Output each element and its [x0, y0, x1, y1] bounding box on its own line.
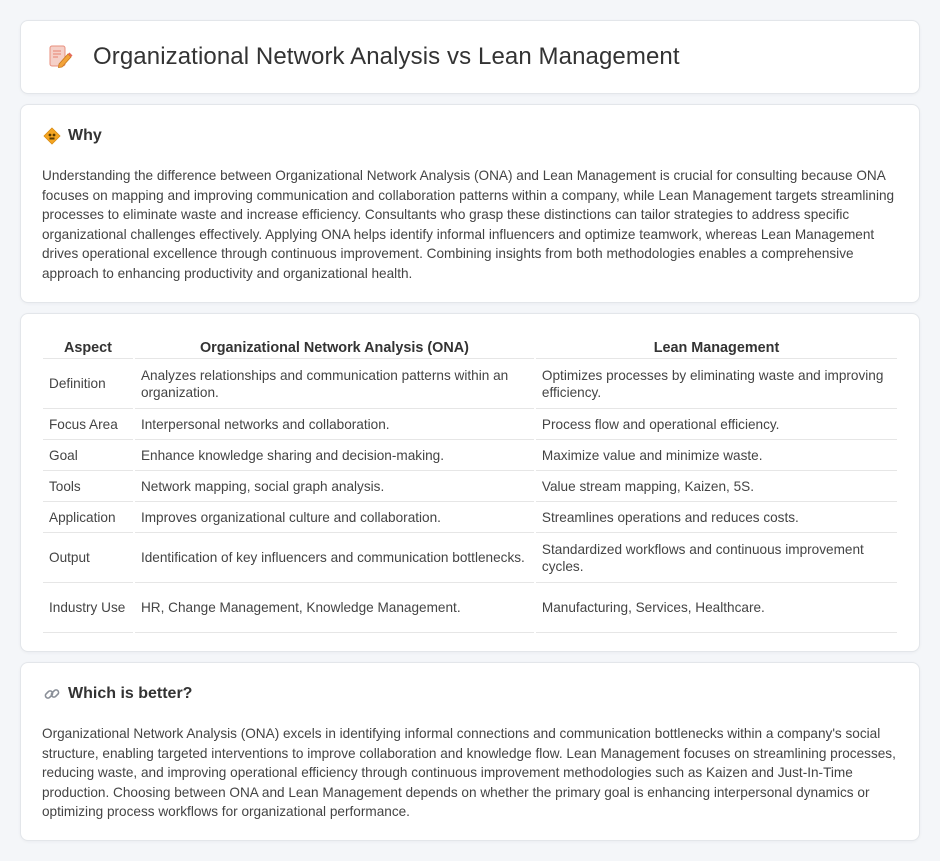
- table-row: [43, 471, 897, 502]
- comparison-table: [41, 336, 899, 633]
- header-aspect: Aspect: [43, 336, 133, 359]
- row-ona: Identification of key influencers and communication bottlenecks.: [135, 533, 534, 583]
- row-ona: HR, Change Management, Knowledge Management.: [135, 583, 534, 633]
- table-row: [43, 409, 897, 440]
- why-text: Understanding the difference between Organizational Network Analysis (ONA) and Lean Management is crucial for consulting because ONA focuses on mapping and improving communication and collaboration patterns within a company, while Lean Management targets streamlining processes to eliminate waste and increase efficiency. Consultants who grasp these distinctions can tailor strategies to address specific organizational challenges effectively. Applying ONA helps identify informal influencers and optimize teamwork, whereas Lean Management drives operational excellence through continuous improvement. Combining insights from both methodologies enables a comprehensive approach to enhancing productivity and organizational health.: [42, 168, 895, 281]
- row-ona: Enhance knowledge sharing and decision-making.: [135, 440, 534, 471]
- row-lean: Manufacturing, Services, Healthcare.: [536, 583, 897, 633]
- header-lean: Lean Management: [536, 336, 897, 359]
- page-title: Organizational Network Analysis vs Lean Management: [93, 43, 680, 70]
- which-is-better-section: [20, 662, 920, 841]
- row-lean: Maximize value and minimize waste.: [536, 440, 897, 471]
- why-section: [20, 104, 920, 303]
- row-aspect: Focus Area: [43, 409, 133, 440]
- row-lean: Value stream mapping, Kaizen, 5S.: [536, 471, 897, 502]
- better-text: Organizational Network Analysis (ONA) excels in identifying informal connections and communication bottlenecks within a company's social structure, enabling targeted interventions to improve collaboration and knowledge flow. Lean Management focuses on streamlining processes, reducing waste, and improving operational efficiency through continuous improvement methodologies such as Kaizen and Just-In-Time production. Choosing between ONA and Lean Management depends on whether the primary goal is enhancing interpersonal dynamics or optimizing process workflows for organizational performance.: [42, 726, 896, 819]
- better-heading: Which is better?: [68, 685, 193, 702]
- table-row: [43, 440, 897, 471]
- row-lean: Process flow and operational efficiency.: [536, 409, 897, 440]
- row-ona: Analyzes relationships and communication patterns within an organization.: [135, 359, 534, 409]
- header-ona: Organizational Network Analysis (ONA): [135, 336, 534, 359]
- row-lean: Optimizes processes by eliminating waste and improving efficiency.: [536, 359, 897, 409]
- comparison-table-card: [20, 313, 920, 652]
- header-card: [20, 20, 920, 94]
- table-row: [43, 359, 897, 409]
- link-icon: [43, 685, 61, 703]
- table-row: [43, 583, 897, 633]
- document-pencil-icon: [47, 44, 73, 70]
- row-aspect: Output: [43, 533, 133, 583]
- row-aspect: Application: [43, 502, 133, 533]
- row-aspect: Goal: [43, 440, 133, 471]
- row-ona: Interpersonal networks and collaboration.: [135, 409, 534, 440]
- row-ona: Improves organizational culture and collaboration.: [135, 502, 534, 533]
- row-aspect: Industry Use: [43, 583, 133, 633]
- table-row: [43, 533, 897, 583]
- table-row: [43, 502, 897, 533]
- row-ona: Network mapping, social graph analysis.: [135, 471, 534, 502]
- row-aspect: Tools: [43, 471, 133, 502]
- table-header-row: [43, 336, 897, 359]
- why-heading: Why: [68, 127, 102, 144]
- row-aspect: Definition: [43, 359, 133, 409]
- row-lean: Streamlines operations and reduces costs.: [536, 502, 897, 533]
- bulb-sign-icon: [43, 127, 61, 145]
- row-lean: Standardized workflows and continuous improvement cycles.: [536, 533, 897, 583]
